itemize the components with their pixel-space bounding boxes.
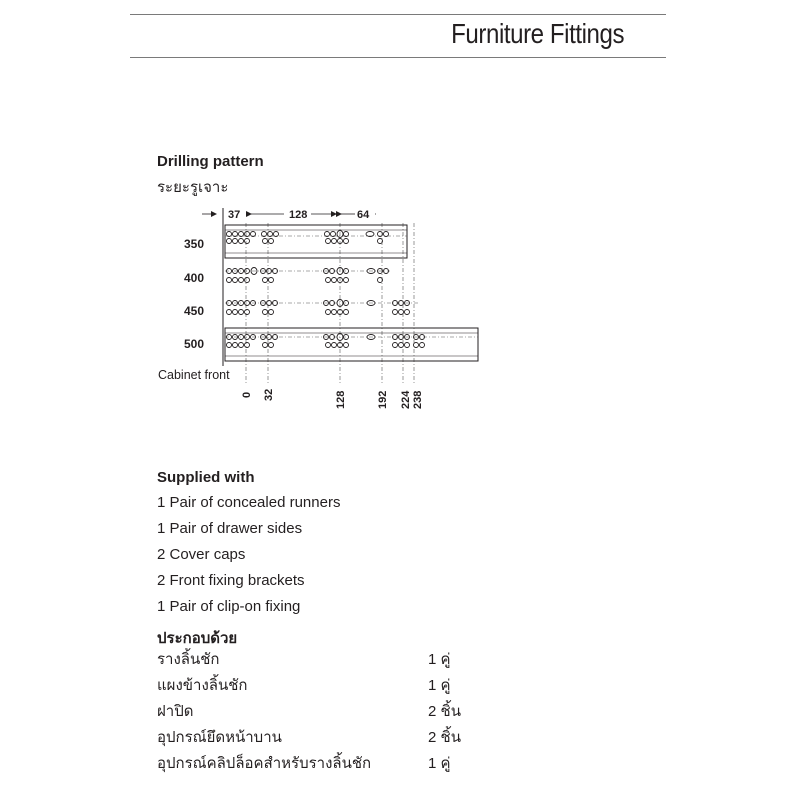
item-name: แผงข้างลิ้นชัก [157,677,248,694]
top-rule [130,14,666,15]
row-label-500: 500 [184,337,205,351]
drilling-pattern-title: Drilling pattern [157,153,264,170]
supplied-list [157,492,340,622]
item-name: อุปกรณ์คลิปล็อคสำหรับรางลิ้นชัก [157,755,372,772]
item-qty: 1 คู่ [428,755,451,772]
list-item: 1 Pair of concealed runners [157,494,341,511]
list-item: 1 Pair of clip-on fixing [157,598,301,615]
dim-64: 64 [357,209,370,221]
pos-128: 128 [335,390,347,409]
item-name: รางลิ้นชัก [157,651,220,668]
list-item: 2 Front fixing brackets [157,572,305,589]
supplied-with-title: Supplied with [157,469,255,486]
supplied-list-th [157,650,467,780]
drilling-pattern-diagram [150,198,500,418]
list-item [157,728,467,754]
row-label-400: 400 [184,271,205,285]
list-item [157,676,467,702]
item-qty: 1 คู่ [428,651,451,668]
supplied-with-title-th: ประกอบด้วย [157,630,238,647]
item-name: ฝาปิด [157,703,194,720]
page-title: Furniture Fittings [451,18,624,49]
rail-350 [225,225,407,258]
cabinet-front-label: Cabinet front [158,368,230,382]
pattern-450 [225,300,418,315]
item-qty: 2 ชิ้น [428,703,461,720]
list-item [157,650,467,676]
dim-128: 128 [289,209,308,221]
item-name: อุปกรณ์ยึดหน้าบาน [157,729,282,746]
pos-0: 0 [241,391,253,398]
header-divider [130,57,666,58]
pos-238: 238 [412,390,424,409]
pattern-400 [225,268,390,283]
dim-37: 37 [228,209,241,221]
list-item [157,754,467,780]
pos-192: 192 [377,390,389,409]
item-qty: 2 ชิ้น [428,729,461,746]
rail-500 [225,328,478,361]
list-item [157,702,467,728]
list-item: 1 Pair of drawer sides [157,520,303,537]
pos-224: 224 [400,390,412,409]
pos-32: 32 [263,388,275,401]
item-qty: 1 คู่ [428,677,451,694]
row-label-450: 450 [184,304,205,318]
drilling-pattern-title-th: ระยะรูเจาะ [157,179,229,196]
row-label-350: 350 [184,237,205,251]
list-item: 2 Cover caps [157,546,246,563]
